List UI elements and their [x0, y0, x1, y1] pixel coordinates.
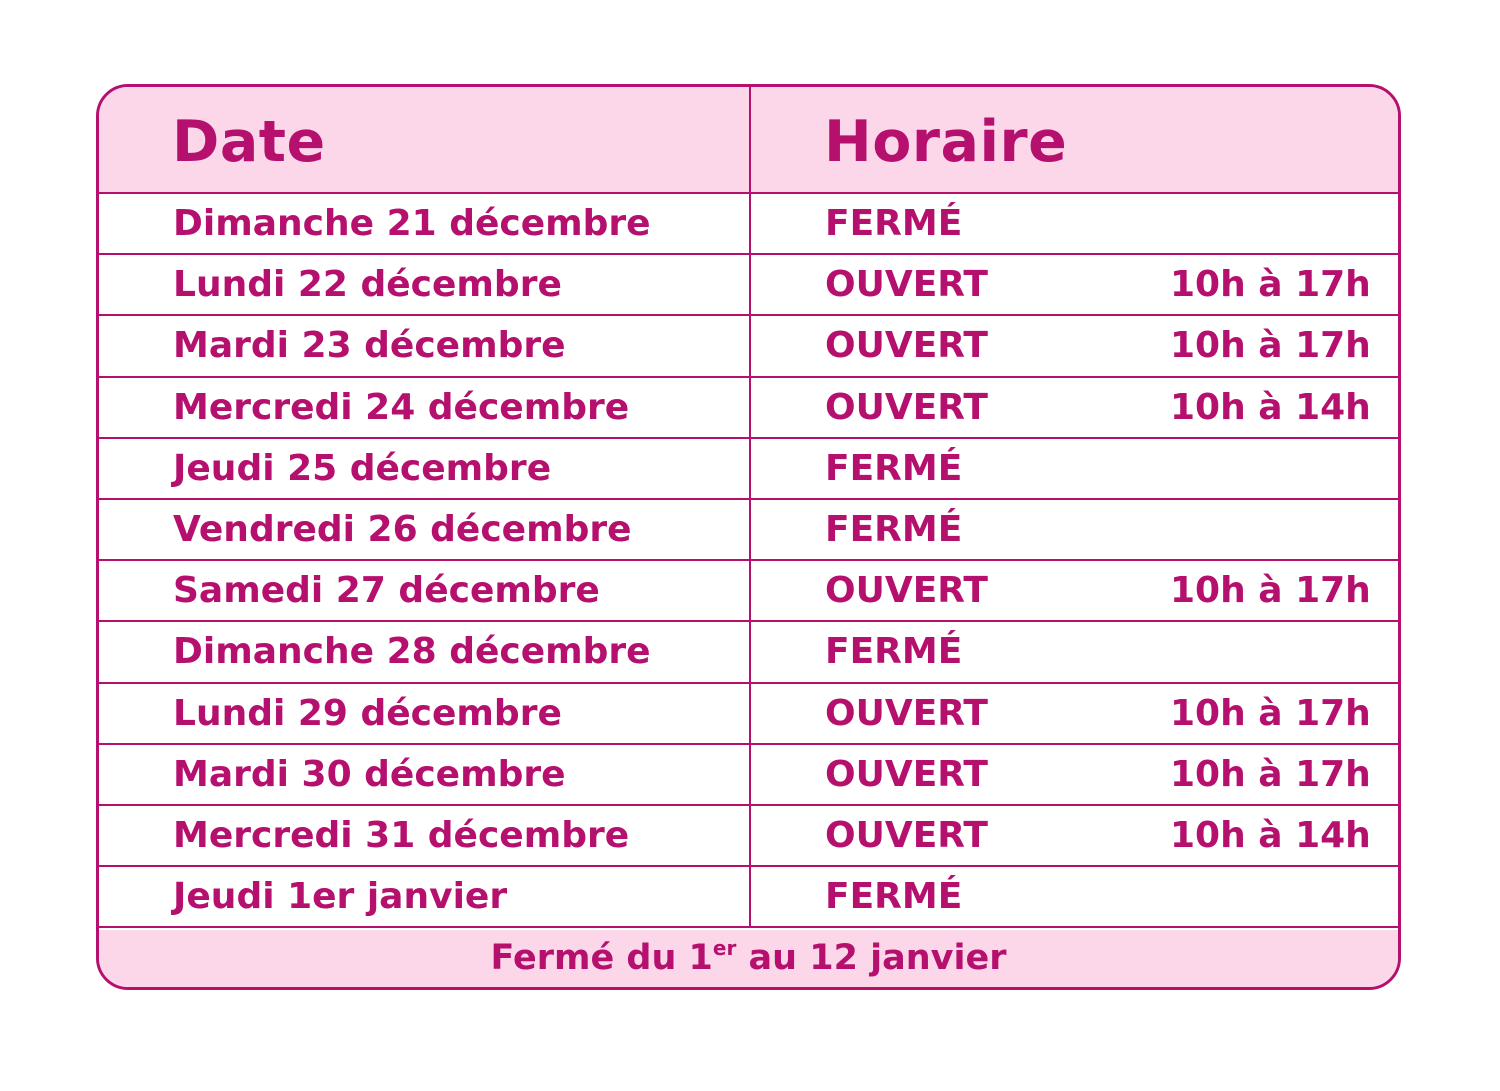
- row-date: Jeudi 25 décembre: [173, 447, 552, 489]
- table-row: [99, 378, 1398, 439]
- table-row: [99, 439, 1398, 500]
- closure-note-prefix: Fermé du 1: [490, 938, 713, 978]
- row-date: Dimanche 21 décembre: [173, 203, 651, 244]
- table-row: [99, 745, 1398, 806]
- date-column-header: Date: [172, 109, 326, 175]
- closure-note-footer: [99, 930, 1398, 990]
- row-date: Samedi 27 décembre: [173, 570, 600, 612]
- row-date: Mercredi 31 décembre: [173, 814, 630, 856]
- row-date: Dimanche 28 décembre: [173, 631, 651, 673]
- row-date: Jeudi 1er janvier: [173, 876, 508, 918]
- row-date: Mercredi 24 décembre: [173, 386, 630, 428]
- row-status: FERMÉ: [825, 447, 963, 489]
- row-hours: 10h à 17h: [1170, 753, 1371, 795]
- row-date: Vendredi 26 décembre: [173, 508, 632, 550]
- table-row: [99, 867, 1398, 928]
- row-date: Lundi 22 décembre: [173, 264, 562, 306]
- table-row: [99, 684, 1398, 745]
- closure-note: [491, 936, 1007, 980]
- row-hours: 10h à 14h: [1170, 386, 1371, 428]
- table-row: [99, 806, 1398, 867]
- row-status: OUVERT: [825, 570, 988, 612]
- table-row: [99, 500, 1398, 561]
- row-date: Lundi 29 décembre: [173, 692, 562, 734]
- horaire-column-header: Horaire: [824, 109, 1068, 175]
- row-status: OUVERT: [825, 264, 988, 306]
- row-date: Mardi 30 décembre: [173, 753, 566, 795]
- schedule-table: [96, 84, 1401, 990]
- row-hours: 10h à 17h: [1170, 264, 1371, 306]
- row-status: OUVERT: [825, 814, 988, 856]
- closure-note-suffix: au 12 janvier: [736, 938, 1007, 978]
- row-status: OUVERT: [825, 325, 988, 367]
- row-status: FERMÉ: [825, 631, 963, 673]
- row-hours: 10h à 14h: [1170, 814, 1371, 856]
- table-row: [99, 622, 1398, 683]
- closure-note-superscript: er: [712, 936, 737, 960]
- table-body: [99, 194, 1398, 928]
- row-status: FERMÉ: [825, 876, 963, 918]
- row-hours: 10h à 17h: [1170, 692, 1371, 734]
- row-status: OUVERT: [825, 692, 988, 734]
- row-status: OUVERT: [825, 753, 988, 795]
- row-hours: 10h à 17h: [1170, 570, 1371, 612]
- row-status: OUVERT: [825, 386, 988, 428]
- row-hours: 10h à 17h: [1170, 325, 1371, 367]
- table-row: [99, 255, 1398, 316]
- row-date: Mardi 23 décembre: [173, 325, 566, 367]
- table-row: [99, 561, 1398, 622]
- table-row: [99, 194, 1398, 255]
- row-status: FERMÉ: [825, 508, 963, 550]
- row-status: FERMÉ: [825, 203, 963, 244]
- table-row: [99, 316, 1398, 377]
